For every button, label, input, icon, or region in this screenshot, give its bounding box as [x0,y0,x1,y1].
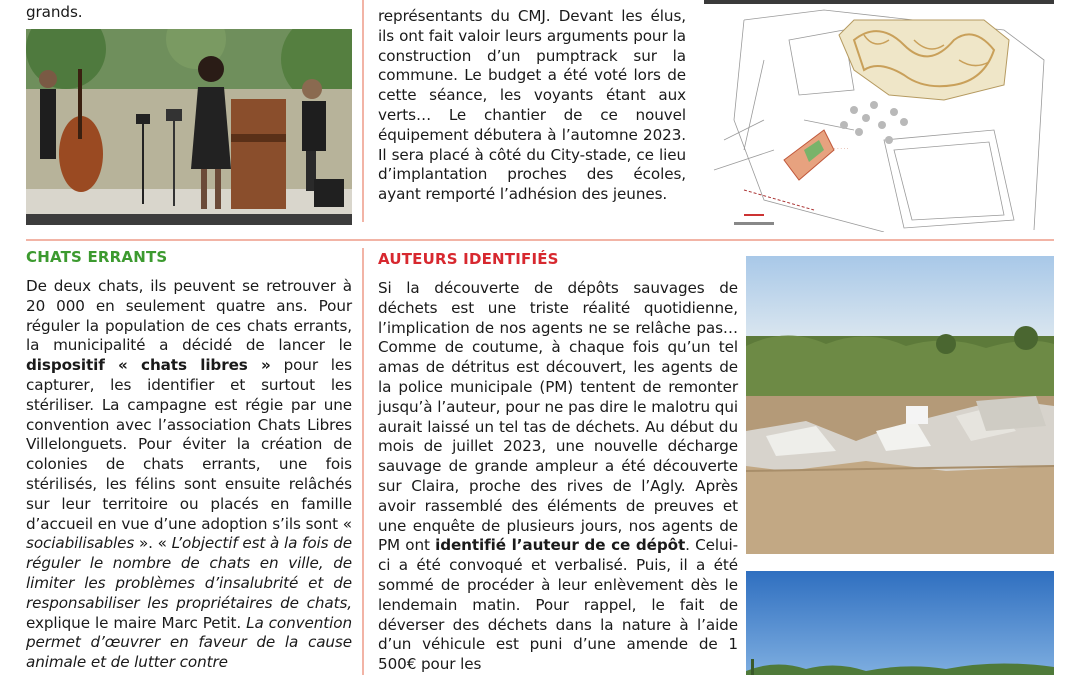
svg-text:· · · · ·: · · · · · [834,146,849,152]
chats-paragraph [26,277,352,673]
top-left-text [26,3,352,23]
section-divider [26,239,1054,241]
chats-text-2: pour les capturer, les identifier et surtout les stériliser. La campagne est régie par une convention avec l’association Chats Libres Villelonguets. Pour éviter la création de colonies de chats errants, une fois stérilisés, les félins sont ensuite relâchés sur leur territoire ou placés en famille d’accueil en vue d’une adoption s’ils sont « [26,356,352,533]
pumptrack-paragraph: représentants du CMJ. Devant les élus, ils ont fait valoir leurs arguments pour la construction d’un pumptrack sur la commune. Le budget a été voté lors de cette séance, les voyants étant aux verts… Le chantier de ce nouvel équipement débutera à l’automne 2023. Il sera placé à côté du City-stade, ce lieu d’implantation proches des écoles, ayant remporté l’adhésion des jeunes. [378,7,686,204]
pumptrack-plan [704,0,1054,232]
auteurs-paragraph [378,279,738,675]
riverbank-photo-image [746,571,1054,675]
auteurs-text-2: . Celui-ci a été convoqué et verbalisé. Puis, il a été sommé de procéder à leur enlèvement dès le lendemain matin. Pour rappel, le fait de déverser des déchets dans la nature à l’aide d’un véhicule est puni d’une amende de 1 500€ pour les [378,536,738,674]
chats-italic-2: L’objectif est à la fois de réguler le nombre de chats en ville, de limiter les problèmes d’insalubrité et de responsabiliser les propriétaires de chats, [26,534,352,612]
auteurs-text [378,279,738,675]
pumptrack-text [378,7,686,205]
chats-italic-3: La convention permet d’œuvrer en faveur de la cause animale et de lutter contre [26,613,352,672]
column-rule-left-top [362,0,364,222]
chats-text-3: ». « [134,534,172,553]
chats-text-4: explique le maire Marc Petit. [26,613,247,632]
chats-text-1: De deux chats, ils peuvent se retrouver à 20 000 en seulement quatre ans. Pour réguler la population de ces chats errants, la municipalité a décidé de lancer le [26,277,352,355]
chats-bold: dispositif « chats libres » [26,356,271,375]
auteurs-text-1: Si la découverte de dépôts sauvages de déchets est une triste réalité quotidienne, l’implication de nos agents ne se relâche pas… Comme de coutume, à chaque fois qu’un tel amas de détritus est découvert, les agents de la police municipale (PM) tentent de remonter jusqu’à l’auteur, pour ne pas dire le malotru qui aurait laissé un tel tas de déchets. Au début du mois de juillet 2023, une nouvelle décharge sauvage de grande ampleur a été découverte sur Claira, proche des rives de l’Agly. Après avoir rassemblé des éléments de preuves et une enquête de plusieurs jours, nos agents de PM ont [378,279,738,555]
chats-text [26,277,352,673]
dump-photo [746,256,1054,554]
top-left-last-word: grands. [26,3,83,21]
riverbank-photo [746,571,1054,675]
auteurs-bold: identifié l’auteur de ce dépôt [435,536,686,555]
chats-italic-1: sociabilisables [26,534,135,553]
chats-heading: CHATS ERRANTS [26,248,168,266]
column-rule-left-bottom [362,248,364,675]
concert-photo [26,29,352,225]
pumptrack-plan-image [704,0,1054,232]
auteurs-heading: AUTEURS IDENTIFIÉS [378,250,559,268]
concert-photo-image [26,29,352,225]
dump-photo-image [746,256,1054,554]
